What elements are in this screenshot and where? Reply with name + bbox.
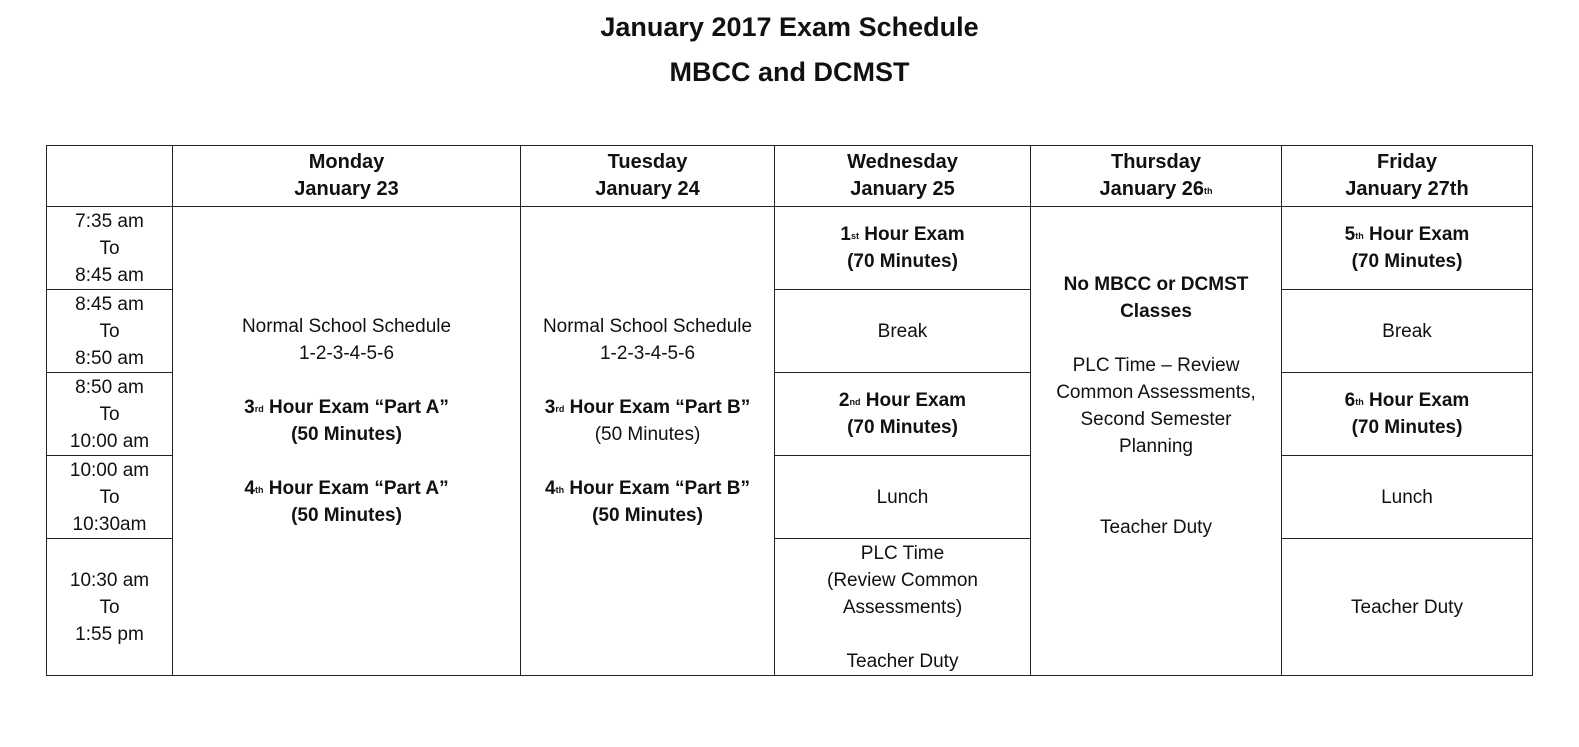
friday-slot-3 xyxy=(1282,373,1533,456)
thursday-no-classes: No MBCC or DCMST xyxy=(1063,274,1249,295)
time-to: To xyxy=(99,403,120,425)
tuesday-cell xyxy=(521,207,775,676)
thursday-classes: Classes xyxy=(1120,301,1192,322)
tuesday-exam-1-duration: (50 Minutes) xyxy=(594,424,701,445)
friday-slot-1 xyxy=(1282,207,1533,290)
time-end: 8:45 am xyxy=(75,264,144,286)
day-name: Tuesday xyxy=(607,151,688,173)
wednesday-exam-2-duration: (70 Minutes) xyxy=(847,417,958,438)
day-header-tuesday xyxy=(521,146,775,207)
day-header-wednesday xyxy=(775,146,1031,207)
wednesday-plc-line-2: (Review Common xyxy=(827,569,978,591)
day-header-monday xyxy=(173,146,521,207)
day-date: January 23 xyxy=(294,178,399,200)
day-date-wrap xyxy=(1035,176,1277,203)
monday-exam-2-duration: (50 Minutes) xyxy=(291,505,402,526)
time-start: 8:45 am xyxy=(75,293,144,315)
friday-slot-4: Lunch xyxy=(1282,456,1533,539)
day-date: January 26 xyxy=(1099,178,1204,200)
friday-exam-1: 5th Hour Exam xyxy=(1344,224,1470,245)
friday-exam-1-duration: (70 Minutes) xyxy=(1351,251,1463,272)
time-start: 10:00 am xyxy=(69,459,150,481)
friday-slot-2: Break xyxy=(1282,290,1533,373)
exam-schedule-table xyxy=(46,145,1533,676)
monday-exam-1: 3rd Hour Exam “Part A” xyxy=(244,397,449,418)
time-end: 10:00 am xyxy=(69,430,150,452)
time-slot-2 xyxy=(47,290,173,373)
corner-cell xyxy=(47,146,173,207)
day-date: January 24 xyxy=(595,178,700,200)
time-end: 8:50 am xyxy=(75,347,144,369)
friday-exam-2-duration: (70 Minutes) xyxy=(1351,417,1463,438)
monday-cell xyxy=(173,207,521,676)
day-name: Wednesday xyxy=(847,151,958,173)
day-name: Friday xyxy=(1376,151,1438,173)
wednesday-teacher-duty: Teacher Duty xyxy=(846,650,959,672)
time-to: To xyxy=(99,320,120,342)
tuesday-periods: 1-2-3-4-5-6 xyxy=(599,343,696,364)
wednesday-slot-2: Break xyxy=(775,290,1031,373)
wednesday-exam-1: 1st Hour Exam xyxy=(840,224,965,245)
day-header-friday xyxy=(1282,146,1533,207)
date-suffix: th xyxy=(1204,186,1213,196)
time-to: To xyxy=(99,596,120,618)
thursday-plc-line-3: Second Semester xyxy=(1080,409,1232,430)
tuesday-exam-1: 3rd Hour Exam “Part B” xyxy=(544,397,751,418)
wednesday-slot-1 xyxy=(775,207,1031,290)
day-date: January 25 xyxy=(850,178,955,200)
wednesday-slot-4: Lunch xyxy=(775,456,1031,539)
time-slot-5 xyxy=(47,539,173,676)
time-end: 1:55 pm xyxy=(75,623,144,645)
time-start: 7:35 am xyxy=(75,210,144,232)
day-header-thursday xyxy=(1031,146,1282,207)
wednesday-exam-1-duration: (70 Minutes) xyxy=(847,251,958,272)
tuesday-exam-2-duration: (50 Minutes) xyxy=(592,505,703,526)
monday-exam-1-duration: (50 Minutes) xyxy=(291,424,402,445)
time-slot-1 xyxy=(47,207,173,290)
time-row-1 xyxy=(47,207,1533,290)
day-name: Thursday xyxy=(1110,151,1202,173)
day-date: January 27th xyxy=(1345,178,1469,200)
day-name: Monday xyxy=(308,151,385,173)
monday-periods: 1-2-3-4-5-6 xyxy=(298,343,395,364)
monday-schedule: Normal School Schedule xyxy=(241,316,452,337)
monday-exam-2: 4th Hour Exam “Part A” xyxy=(244,478,449,499)
tuesday-exam-2: 4th Hour Exam “Part B” xyxy=(545,478,750,499)
friday-exam-2: 6th Hour Exam xyxy=(1344,390,1470,411)
wednesday-exam-2: 2nd Hour Exam xyxy=(838,390,967,411)
time-slot-3 xyxy=(47,373,173,456)
wednesday-plc-line-3: Assessments) xyxy=(842,596,963,618)
time-slot-4 xyxy=(47,456,173,539)
page-subtitle: MBCC and DCMST xyxy=(669,57,910,87)
wednesday-slot-3 xyxy=(775,373,1031,456)
header-row xyxy=(47,146,1533,207)
time-end: 10:30am xyxy=(72,513,147,535)
thursday-teacher-duty: Teacher Duty xyxy=(1100,517,1212,538)
tuesday-schedule: Normal School Schedule xyxy=(542,316,753,337)
time-start: 8:50 am xyxy=(75,376,144,398)
friday-slot-5: Teacher Duty xyxy=(1282,539,1533,676)
page-title: January 2017 Exam Schedule xyxy=(600,12,979,42)
wednesday-slot-5 xyxy=(775,539,1031,676)
thursday-plc-line-4: Planning xyxy=(1119,436,1193,457)
time-to: To xyxy=(99,237,120,259)
thursday-cell xyxy=(1031,207,1282,676)
time-start: 10:30 am xyxy=(69,569,150,591)
time-to: To xyxy=(99,486,120,508)
thursday-plc-line-2: Common Assessments, xyxy=(1056,382,1256,403)
wednesday-plc-line-1: PLC Time xyxy=(860,542,945,564)
thursday-plc-line-1: PLC Time – Review xyxy=(1072,355,1240,376)
